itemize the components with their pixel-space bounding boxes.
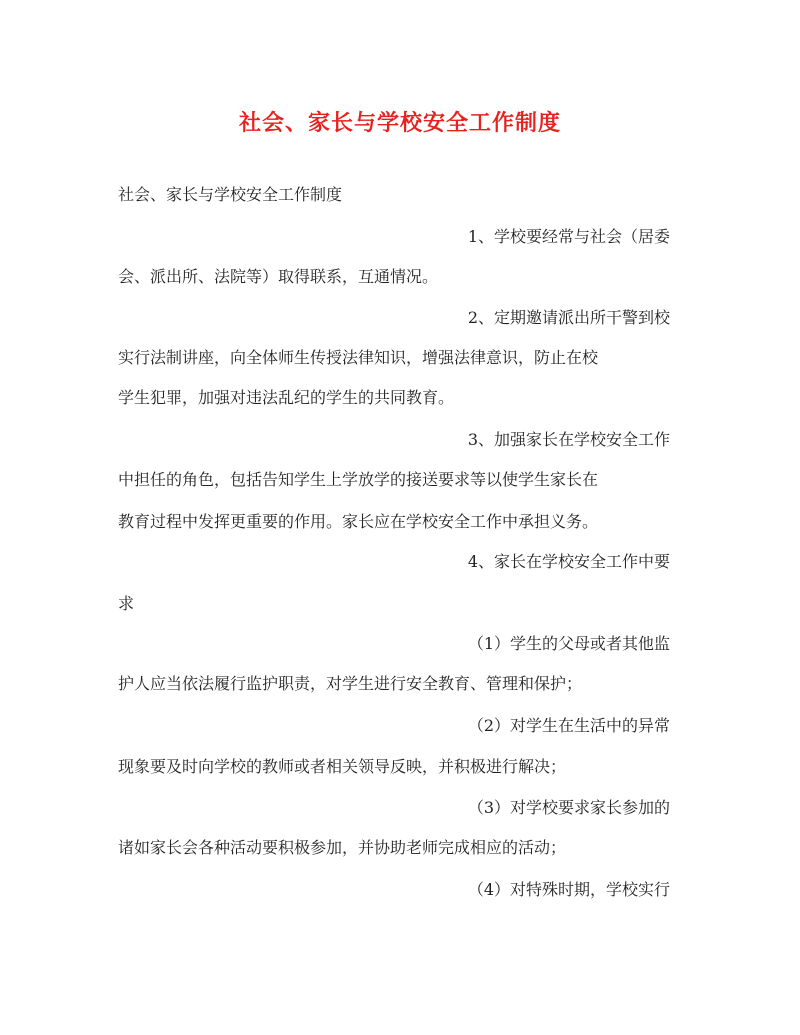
- paragraph-1-line: 会、派出所、法院等）取得联系，互通情况。: [118, 267, 439, 286]
- paragraph-4-line: 求: [118, 594, 135, 613]
- paragraph-3-start: 3、加强家长在学校安全工作: [467, 430, 670, 449]
- item-3-start: （3）对学校要求家长参加的: [467, 798, 670, 817]
- paragraph-3-line: 中担任的角色，包括告知学生上学放学的接送要求等以使学生家长在: [118, 470, 599, 489]
- document-title: 社会、家长与学校安全工作制度: [238, 110, 561, 136]
- item-4-start: （4）对特殊时期，学校实行: [467, 880, 670, 899]
- item-3-line: 诸如家长会各种活动要积极参加，并协助老师完成相应的活动；: [118, 838, 567, 857]
- paragraph-2-line: 实行法制讲座，向全体师生传授法律知识，增强法律意识，防止在校: [118, 348, 599, 367]
- item-2-line: 现象要及时向学校的教师或者相关领导反映，并积极进行解决；: [118, 757, 567, 776]
- subtitle-line: 社会、家长与学校安全工作制度: [118, 185, 343, 204]
- paragraph-4-start: 4、家长在学校安全工作中要: [467, 552, 670, 571]
- item-1-start: （1）学生的父母或者其他监: [467, 634, 670, 653]
- item-2-start: （2）对学生在生活中的异常: [467, 716, 670, 735]
- paragraph-2-start: 2、定期邀请派出所干警到校: [467, 308, 670, 327]
- paragraph-3-line: 教育过程中发挥更重要的作用。家长应在学校安全工作中承担义务。: [118, 512, 599, 531]
- paragraph-1-start: 1、学校要经常与社会（居委: [467, 227, 670, 246]
- item-1-line: 护人应当依法履行监护职责，对学生进行安全教育、管理和保护；: [118, 674, 583, 693]
- paragraph-2-line: 学生犯罪，加强对违法乱纪的学生的共同教育。: [118, 388, 455, 407]
